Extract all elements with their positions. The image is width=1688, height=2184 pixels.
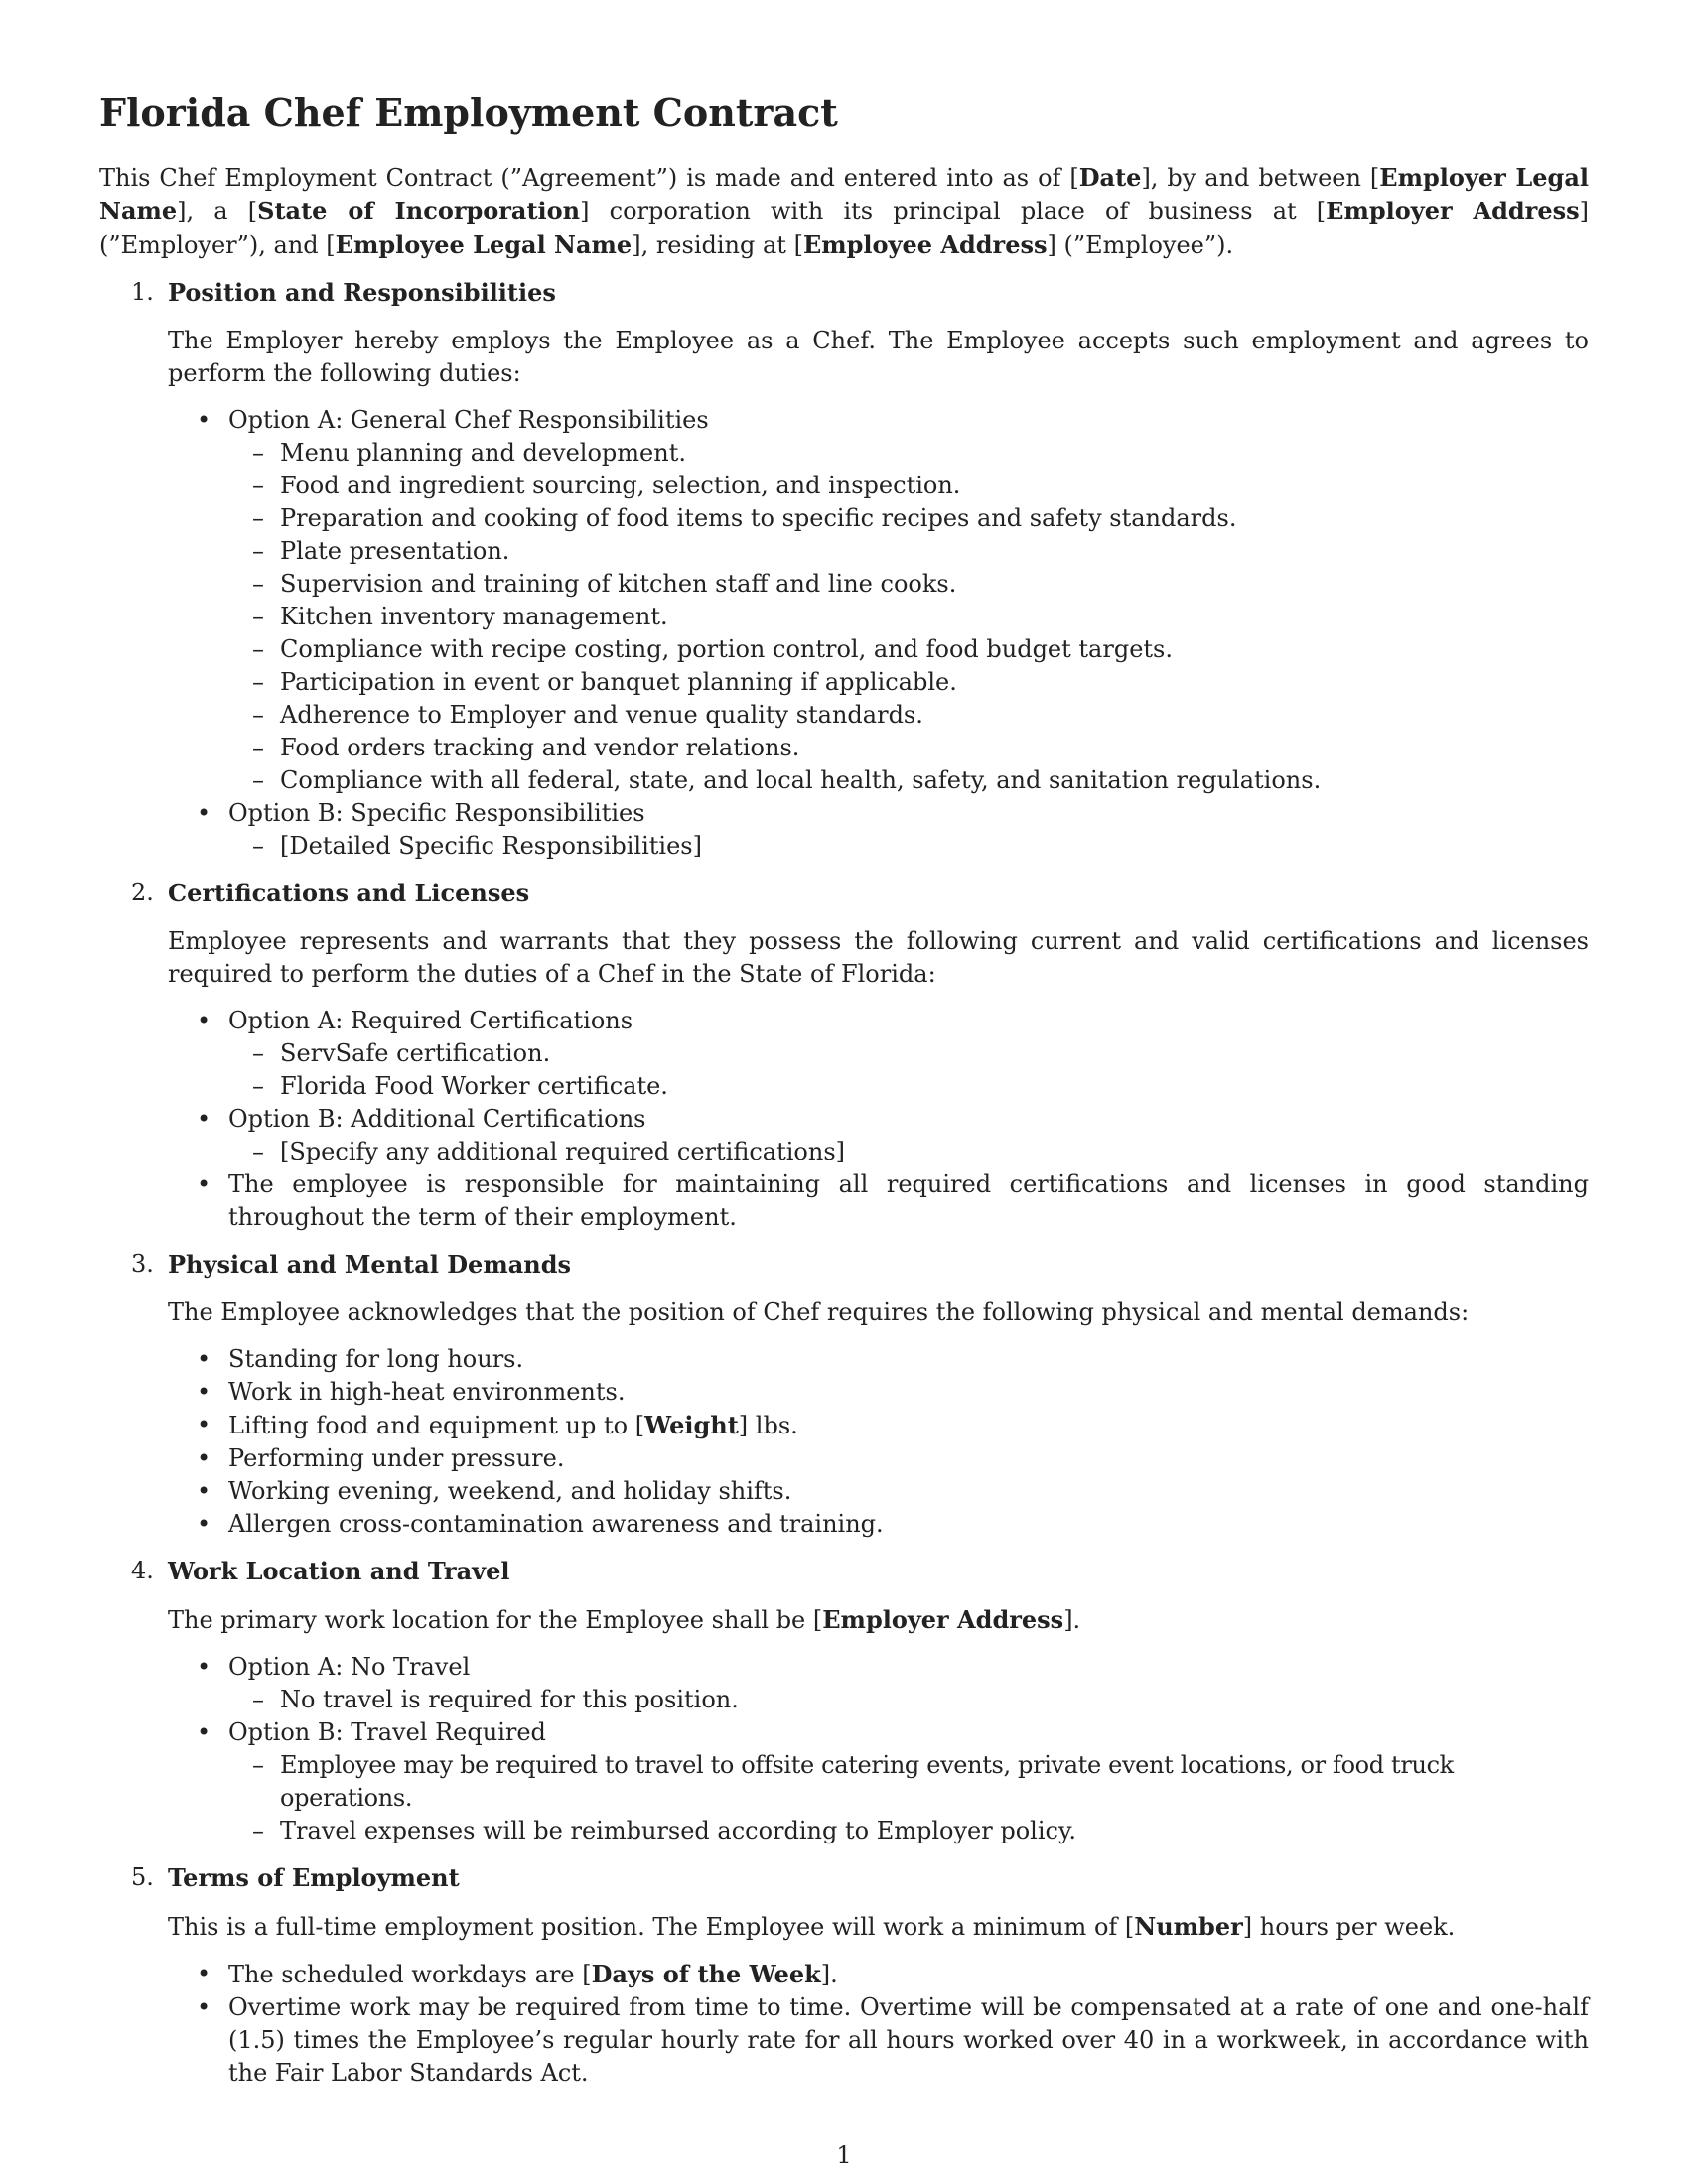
sub-list-item xyxy=(228,601,1589,633)
section-body-text: This is a full-time employment position. The Employee will work a minimum of [ xyxy=(168,1913,1135,1941)
sub-list-item xyxy=(228,437,1589,470)
section-number: 5. xyxy=(131,1863,154,1891)
dash-mark: – xyxy=(252,766,264,794)
dash-mark: – xyxy=(252,635,264,663)
bullet-mark: • xyxy=(197,1170,211,1198)
sub-item-text: Participation in event or banquet planning if applicable. xyxy=(280,668,957,696)
placeholder-employee-address: Employee Address xyxy=(802,230,1048,259)
bullet-mark: • xyxy=(197,1653,211,1681)
list-item-text: Option A: No Travel xyxy=(228,1653,471,1681)
intro-text: ] corporation with its principal place of business at [ xyxy=(580,198,1327,225)
placeholder-employer-name: Employer Legal Name xyxy=(99,163,1590,225)
dash-mark: – xyxy=(252,1138,264,1165)
sub-item-text: [Specify any additional required certifications] xyxy=(280,1138,846,1165)
placeholder-days: Days of the Week xyxy=(591,1960,821,1988)
sub-list-item xyxy=(228,633,1589,666)
dash-mark: – xyxy=(252,668,264,696)
list-item-text: Lifting food and equipment up to [ xyxy=(228,1412,645,1439)
placeholder-state: State of Incorporation xyxy=(257,197,581,225)
bullet-list xyxy=(168,1005,1589,1234)
section-body-text: ] hours per week. xyxy=(1242,1913,1456,1941)
list-item-text: The employee is responsible for maintaining all required certifications and licenses in good standing throughout the term of their employment. xyxy=(228,1170,1589,1231)
document-page xyxy=(99,89,1589,2104)
sub-list-item xyxy=(228,666,1589,699)
sub-list-item xyxy=(228,1136,1589,1168)
bullet-mark: • xyxy=(197,1960,211,1987)
list-item xyxy=(168,1168,1589,1234)
placeholder-date: Date xyxy=(1078,163,1142,192)
list-item xyxy=(168,1103,1589,1168)
list-item xyxy=(168,1651,1589,1716)
sub-list xyxy=(228,830,1589,863)
dash-mark: – xyxy=(252,1072,264,1100)
section-5 xyxy=(99,1861,1589,2090)
bullet-list xyxy=(168,1343,1589,1541)
section-title: Terms of Employment xyxy=(168,1863,460,1892)
list-item-text: Work in high-heat environments. xyxy=(228,1378,626,1406)
dash-mark: – xyxy=(252,1817,264,1844)
list-item-text: Option B: Specific Responsibilities xyxy=(228,799,645,827)
sub-list-item xyxy=(228,1684,1589,1716)
bullet-list xyxy=(168,1958,1589,2090)
bullet-list xyxy=(168,404,1589,863)
list-item-text: Option A: Required Certifications xyxy=(228,1007,633,1034)
section-title: Position and Responsibilities xyxy=(168,278,556,307)
list-item xyxy=(168,1958,1589,1991)
sub-list-item xyxy=(228,732,1589,764)
sub-item-text: Kitchen inventory management. xyxy=(280,603,668,630)
sub-list xyxy=(228,1037,1589,1103)
list-item xyxy=(168,1508,1589,1541)
list-item xyxy=(168,1442,1589,1475)
bullet-list xyxy=(168,1651,1589,1847)
placeholder-employee-name: Employee Legal Name xyxy=(335,230,633,259)
page-number: 1 xyxy=(836,2141,852,2169)
list-item xyxy=(168,1343,1589,1376)
section-body: The Employee acknowledges that the position of Chef requires the following physical and mental demands: xyxy=(168,1298,1470,1326)
sub-list xyxy=(228,1749,1589,1847)
intro-text: ], a [ xyxy=(177,198,258,225)
section-title: Physical and Mental Demands xyxy=(168,1250,572,1279)
section-title: Certifications and Licenses xyxy=(168,879,530,907)
bullet-mark: • xyxy=(197,406,211,434)
section-title: Work Location and Travel xyxy=(168,1557,510,1585)
sub-list xyxy=(228,1684,1589,1716)
bullet-mark: • xyxy=(197,1444,211,1472)
dash-mark: – xyxy=(252,537,264,565)
list-item xyxy=(168,1409,1589,1442)
dash-mark: – xyxy=(252,1039,264,1067)
sub-item-text: Plate presentation. xyxy=(280,537,510,565)
list-item xyxy=(168,1991,1589,2090)
sub-item-text: Florida Food Worker certificate. xyxy=(280,1072,668,1100)
sub-item-text: Food and ingredient sourcing, selection, and inspection. xyxy=(280,472,961,499)
sub-list-item xyxy=(228,1070,1589,1103)
intro-text: ], residing at [ xyxy=(632,231,803,259)
list-item-text: ]. xyxy=(820,1961,838,1988)
section-1 xyxy=(99,276,1589,863)
sub-list-item xyxy=(228,535,1589,568)
dash-mark: – xyxy=(252,832,264,860)
sub-list-item xyxy=(228,1749,1589,1815)
intro-text: ], by and between [ xyxy=(1141,164,1380,192)
list-item xyxy=(168,1475,1589,1508)
section-number: 2. xyxy=(131,879,154,906)
dash-mark: – xyxy=(252,472,264,499)
sub-list-item xyxy=(228,568,1589,601)
list-item-text: Standing for long hours. xyxy=(228,1345,524,1373)
sub-item-text: Compliance with recipe costing, portion control, and food budget targets. xyxy=(280,635,1173,663)
section-number: 1. xyxy=(131,278,154,306)
dash-mark: – xyxy=(252,603,264,630)
list-item-text: Performing under pressure. xyxy=(228,1444,565,1472)
section-body xyxy=(168,1603,1589,1637)
sub-list-item xyxy=(228,764,1589,797)
dash-mark: – xyxy=(252,701,264,729)
sub-list-item xyxy=(228,1815,1589,1847)
section-list xyxy=(99,276,1589,2090)
list-item-text: Overtime work may be required from time to time. Overtime will be compensated at a rate of one and one-half (1.5) times the Employee’s regular hourly rate for all hours worked over 40 in a workweek, in accordance with the Fair Labor Standards Act. xyxy=(228,1993,1589,2087)
dash-mark: – xyxy=(252,570,264,598)
sub-item-text: No travel is required for this position. xyxy=(280,1686,739,1713)
bullet-mark: • xyxy=(197,1378,211,1406)
bullet-mark: • xyxy=(197,1345,211,1373)
list-item xyxy=(168,404,1589,797)
list-item-text: The scheduled workdays are [ xyxy=(228,1961,592,1988)
dash-mark: – xyxy=(252,734,264,761)
section-body xyxy=(168,1910,1589,1944)
section-number: 4. xyxy=(131,1557,154,1584)
sub-item-text: Employee may be required to travel to offsite catering events, private event locations, or food truck operations. xyxy=(280,1751,1454,1812)
placeholder-employer-address: Employer Address xyxy=(1326,197,1580,225)
intro-paragraph xyxy=(99,161,1589,262)
sub-item-text: Compliance with all federal, state, and local health, safety, and sanitation regulations. xyxy=(280,766,1322,794)
sub-item-text: Menu planning and development. xyxy=(280,439,686,467)
bullet-mark: • xyxy=(197,1007,211,1034)
dash-mark: – xyxy=(252,1751,264,1779)
section-2 xyxy=(99,877,1589,1234)
sub-list-item xyxy=(228,502,1589,535)
section-body-text: ]. xyxy=(1063,1606,1081,1634)
intro-text: This Chef Employment Contract (”Agreement”) is made and entered into as of [ xyxy=(99,164,1079,192)
sub-list-item xyxy=(228,1037,1589,1070)
sub-list-item xyxy=(228,830,1589,863)
placeholder-weight: Weight xyxy=(644,1411,739,1439)
list-item xyxy=(168,1005,1589,1103)
sub-list xyxy=(228,437,1589,797)
sub-item-text: Food orders tracking and vendor relations. xyxy=(280,734,800,761)
bullet-mark: • xyxy=(197,1510,211,1538)
list-item-text: Option B: Additional Certifications xyxy=(228,1105,646,1133)
intro-text: ] (”Employee”). xyxy=(1047,231,1234,259)
bullet-mark: • xyxy=(197,1105,211,1133)
sub-list-item xyxy=(228,470,1589,502)
section-number: 3. xyxy=(131,1250,154,1278)
list-item-text: Option A: General Chef Responsibilities xyxy=(228,406,709,434)
list-item-text: ] lbs. xyxy=(738,1412,798,1439)
list-item xyxy=(168,797,1589,863)
bullet-mark: • xyxy=(197,1411,211,1438)
section-3 xyxy=(99,1248,1589,1541)
bullet-mark: • xyxy=(197,1477,211,1505)
sub-item-text: Preparation and cooking of food items to specific recipes and safety standards. xyxy=(280,504,1237,532)
dash-mark: – xyxy=(252,1686,264,1713)
list-item-text: Allergen cross-contamination awareness and training. xyxy=(228,1510,884,1538)
placeholder-employer-address: Employer Address xyxy=(822,1605,1064,1634)
placeholder-number: Number xyxy=(1134,1912,1243,1941)
list-item-text: Option B: Travel Required xyxy=(228,1718,546,1746)
sub-item-text: Travel expenses will be reimbursed according to Employer policy. xyxy=(280,1817,1076,1844)
section-body: Employee represents and warrants that they possess the following current and valid certifications and licenses required to perform the duties of a Chef in the State of Florida: xyxy=(168,927,1589,988)
sub-item-text: ServSafe certification. xyxy=(280,1039,551,1067)
bullet-mark: • xyxy=(197,1993,211,2021)
dash-mark: – xyxy=(252,504,264,532)
sub-item-text: Supervision and training of kitchen staff and line cooks. xyxy=(280,570,957,598)
dash-mark: – xyxy=(252,439,264,467)
bullet-mark: • xyxy=(197,799,211,827)
list-item xyxy=(168,1716,1589,1847)
list-item xyxy=(168,1376,1589,1409)
section-body-text: The primary work location for the Employee shall be [ xyxy=(168,1606,823,1634)
intro-text: ] (”Employer”), and [ xyxy=(99,198,1589,259)
section-body: The Employer hereby employs the Employee as a Chef. The Employee accepts such employment and agrees to perform the following duties: xyxy=(168,327,1589,387)
sub-item-text: [Detailed Specific Responsibilities] xyxy=(280,832,702,860)
bullet-mark: • xyxy=(197,1718,211,1746)
document-title: Florida Chef Employment Contract xyxy=(99,90,838,135)
sub-item-text: Adherence to Employer and venue quality standards. xyxy=(280,701,923,729)
section-4 xyxy=(99,1555,1589,1847)
sub-list-item xyxy=(228,699,1589,732)
list-item-text: Working evening, weekend, and holiday shifts. xyxy=(228,1477,792,1505)
sub-list xyxy=(228,1136,1589,1168)
